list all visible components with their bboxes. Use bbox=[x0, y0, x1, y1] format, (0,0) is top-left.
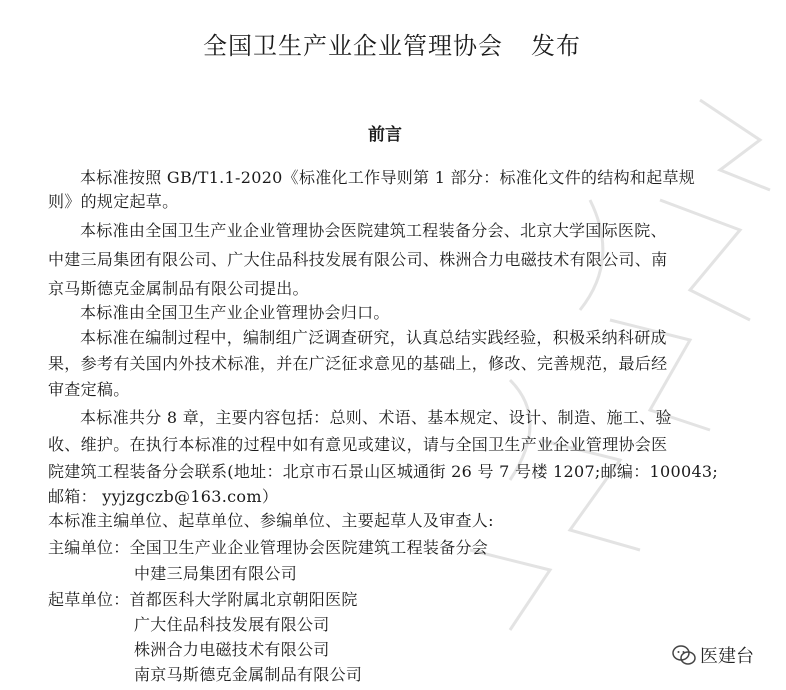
publisher-line bbox=[203, 26, 581, 61]
preface-heading: 前言 bbox=[368, 125, 402, 145]
preface-line: 本标准由全国卫生产业企业管理协会归口。 bbox=[80, 303, 390, 322]
preface-line: 中建三局集团有限公司、广大住品科技发展有限公司、株洲合力电磁技术有限公司、南 bbox=[48, 250, 668, 269]
preface-line: 起草单位：首都医科大学附属北京朝阳医院 bbox=[48, 590, 358, 609]
preface-line: 邮箱： yyjzgczb@163.com） bbox=[48, 487, 279, 506]
preface-line: 本标准由全国卫生产业企业管理协会医院建筑工程装备分会、北京大学国际医院、 bbox=[80, 221, 667, 240]
publisher-org: 全国卫生产业企业管理协会 bbox=[203, 32, 503, 60]
preface-line: 审查定稿。 bbox=[48, 380, 130, 399]
preface-line: 本标准主编单位、起草单位、参编单位、主要起草人及审查人: bbox=[48, 511, 494, 530]
preface-line: 本标准共分 8 章，主要内容包括：总则、术语、基本规定、设计、制造、施工、验 bbox=[80, 408, 672, 427]
preface-line: 广大住品科技发展有限公司 bbox=[134, 615, 330, 634]
preface-line: 南京马斯德克金属制品有限公司 bbox=[134, 665, 363, 684]
preface-line: 则》的规定起草。 bbox=[48, 192, 179, 211]
preface-line: 果，参考有关国内外技术标准，并在广泛征求意见的基础上，修改、完善规范，最后经 bbox=[48, 354, 668, 373]
logo bbox=[672, 642, 754, 671]
preface-line: 院建筑工程装备分会联系(地址：北京市石景山区城通街 26 号 7 号楼 1207;邮编：100043; bbox=[48, 462, 719, 481]
preface-line: 本标准按照 GB/T1.1-2020《标准化工作导则第 1 部分：标准化文件的结构和起草规 bbox=[80, 168, 696, 187]
publish-label: 发布 bbox=[531, 32, 581, 60]
preface-line: 本标准在编制过程中，编制组广泛调查研究，认真总结实践经验，积极采纳科研成 bbox=[80, 328, 667, 347]
preface-line: 京马斯德克金属制品有限公司提出。 bbox=[48, 279, 309, 298]
preface-line: 中建三局集团有限公司 bbox=[134, 564, 298, 583]
preface-line: 主编单位：全国卫生产业企业管理协会医院建筑工程装备分会 bbox=[48, 538, 489, 557]
logo-text: 医建台 bbox=[700, 646, 754, 667]
preface-line: 收、维护。在执行本标准的过程中如有意见或建议，请与全国卫生产业企业管理协会医 bbox=[48, 435, 668, 454]
preface-line: 株洲合力电磁技术有限公司 bbox=[134, 640, 330, 659]
wechat-icon bbox=[672, 644, 696, 671]
